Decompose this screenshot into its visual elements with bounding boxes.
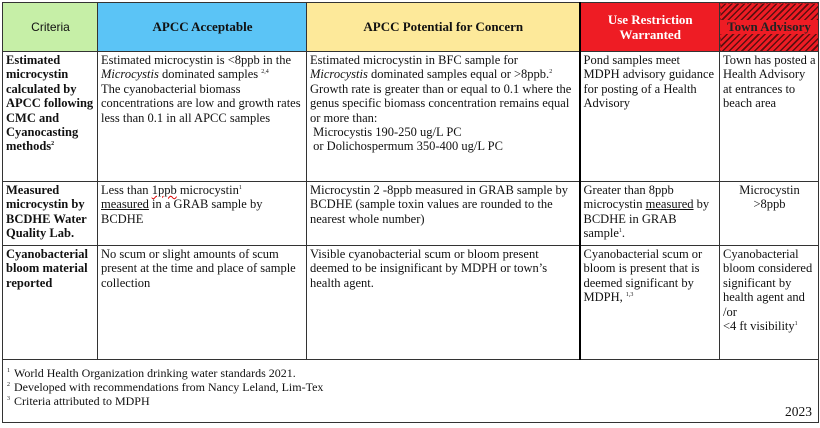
row1-use-restriction: Pond samples meet MDPH advisory guidance for posting of a Health Advisory — [580, 52, 720, 182]
row-measured-microcystin — [3, 182, 819, 246]
row1-acceptable: Estimated microcystin is <8ppb in the Microcystis dominated samples $^{2,4}$ The cyanobacterial biomass concentrations are low and growth rates less than 0.1 in all APCC samples — [98, 52, 307, 182]
footnote-1: $^1$ World Health Organization drinking water standards 2021. — [7, 366, 296, 380]
row1-criteria-footnote: 2 — [51, 141, 55, 148]
row1-town-advisory: Town has posted a Health Advisory at entrances to beach area — [720, 52, 819, 182]
row3-criteria: Cyanobacterial bloom material reported — [3, 246, 98, 360]
row1-concern: Estimated microcystin in BFC sample for Microcystis dominated samples equal or >8ppb.$^2$ Growth rate is greater than or equal to 0.1 where the genus specific biomass concentration remains equal or more than: Microcystis 190-250 ug/L PC or Dolichospermum 350-400 ug/L PC — [307, 52, 580, 182]
header-potential-concern: APCC Potential for Concern — [307, 3, 580, 52]
header-row — [3, 3, 819, 52]
row2-acceptable: Less than 1ppb microcystin$^1$ measured in a GRAB sample by BCDHE — [98, 182, 307, 246]
criteria-table — [2, 2, 819, 423]
header-use-restriction — [580, 3, 720, 52]
row2-criteria: Measured microcystin by BCDHE Water Quality Lab. — [3, 182, 98, 246]
row3-use-restriction: Cyanobacterial scum or bloom is present that is deemed significant by MDPH, $^{1,3}$ — [580, 246, 720, 360]
row-estimated-microcystin — [3, 52, 819, 182]
footnote-2: $^2$ Developed with recommendations from Nancy Leland, Lim-Tex — [7, 380, 324, 394]
row2-town-advisory: Microcystin >8ppb — [720, 182, 819, 246]
row3-town-advisory: Cyanobacterial bloom considered significant by health agent and /or <4 ft visibility$^1$ — [720, 246, 819, 360]
header-town-advisory-label: Town Advisory — [720, 20, 818, 34]
row3-acceptable: No scum or slight amounts of scum present at the time and place of sample collection — [98, 246, 307, 360]
row2-concern: Microcystin 2 -8ppb measured in GRAB sample by BCDHE (sample toxin values are rounded to the nearest whole number) — [307, 182, 580, 246]
header-criteria: Criteria — [3, 3, 98, 52]
row3-concern: Visible cyanobacterial scum or bloom present deemed to be insignificant by MDPH or town’s health agent. — [307, 246, 580, 360]
header-acceptable: APCC Acceptable — [98, 3, 307, 52]
header-use-restriction-line1: Use Restriction — [607, 12, 693, 28]
header-use-restriction-line2: Warranted — [619, 26, 681, 42]
footnote-3: $^3$ Criteria attributed to MDPH — [7, 394, 150, 408]
row1-criteria: Estimated microcystin calculated by APCC following CMC and Cyanocasting methods$^2$ — [3, 52, 98, 182]
row2-use-restriction: Greater than 8ppb microcystin measured by BCDHE in GRAB sample$^1$. — [580, 182, 720, 246]
document-year: 2023 — [785, 404, 812, 419]
advisory-criteria-document — [2, 2, 818, 426]
footnotes-cell — [3, 360, 819, 423]
row-bloom-material — [3, 246, 819, 360]
footnotes-row — [3, 360, 819, 423]
header-town-advisory — [720, 3, 819, 52]
